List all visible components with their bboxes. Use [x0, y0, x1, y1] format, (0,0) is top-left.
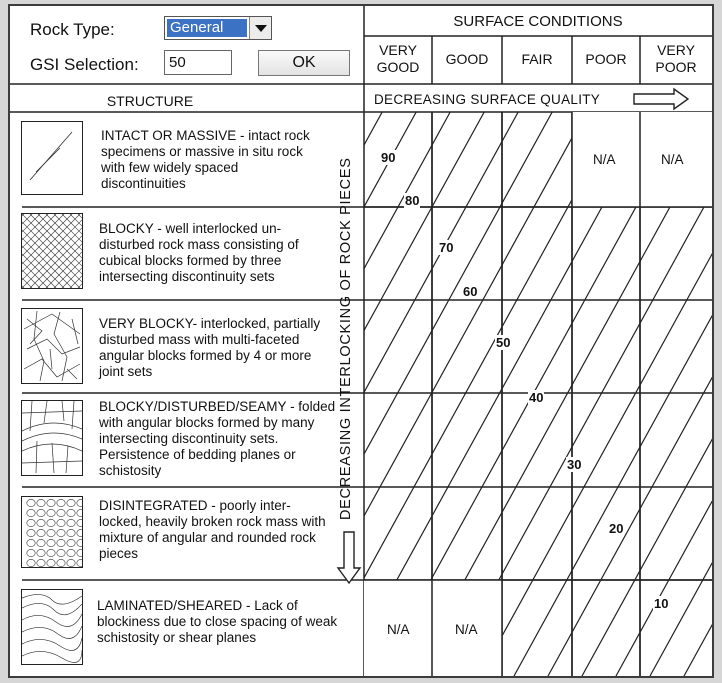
texture-pebble	[47, 499, 55, 506]
texture-pebble	[57, 529, 65, 536]
texture-pebble	[77, 559, 82, 566]
col-very-good: VERY GOOD	[376, 42, 420, 75]
blocky-rock-thumbnail	[21, 213, 83, 289]
na-label: N/A	[661, 152, 684, 167]
texture-line	[30, 214, 82, 288]
gsi-contour-label: 30	[567, 457, 582, 472]
gsi-selection-label: GSI Selection:	[30, 55, 139, 74]
rock-type-selected: General	[167, 19, 247, 37]
col-fair: FAIR	[521, 51, 553, 67]
right-arrow-icon	[634, 89, 688, 109]
rock-type-label: Rock Type:	[30, 20, 115, 39]
col-very-poor: VERY POOR	[655, 42, 697, 75]
very-blocky-rock-thumbnail	[21, 308, 83, 384]
na-cell-mask	[364, 580, 502, 676]
texture-line	[22, 214, 72, 288]
gsi-contour-label: 50	[496, 335, 511, 350]
texture-pebble	[47, 509, 55, 516]
texture-pebble	[27, 499, 35, 506]
disintegrated-thumbnail	[21, 496, 83, 568]
texture-pebble	[67, 519, 75, 526]
texture-pebble	[37, 519, 45, 526]
texture-line	[70, 214, 82, 288]
texture-pebble	[57, 559, 65, 566]
texture-pebble	[57, 499, 65, 506]
surface-conditions-title: SURFACE CONDITIONS	[453, 13, 623, 30]
texture-pebble	[37, 549, 45, 556]
texture-pebble	[77, 509, 82, 516]
intact-rock-thumbnail	[21, 121, 83, 195]
structure-row-laminated: LAMINATED/SHEARED - Lack of blockiness due to close spacing of weak schistosity or shear planes	[97, 598, 338, 645]
texture-pebble	[67, 549, 75, 556]
texture-pebble	[67, 559, 75, 566]
texture-line	[22, 214, 24, 288]
blocky-disturbed-thumbnail	[21, 400, 83, 476]
structure-row-intact: INTACT OR MASSIVE - intact rock specimens or massive in situ rock with few widely spaced discontinuities	[101, 128, 310, 191]
structure-row-disintegrated: DISINTEGRATED - poorly inter-locked, heavily broken rock mass with mixture of angular and rounded rock pieces	[99, 498, 326, 561]
structure-row-blocky: BLOCKY - well interlocked un-disturbed rock mass consisting of cubical blocks formed by three intersecting discontinuity sets	[99, 221, 299, 284]
texture-pebble	[77, 549, 82, 556]
texture-line	[30, 214, 82, 288]
texture-pebble	[67, 509, 75, 516]
col-good: GOOD	[445, 51, 489, 67]
texture-pebble	[37, 559, 45, 566]
texture-pebble	[77, 529, 82, 536]
texture-pebble	[57, 509, 65, 516]
texture-pebble	[47, 529, 55, 536]
texture-line	[54, 214, 82, 288]
texture-pebble	[67, 539, 75, 546]
gsi-contour-label: 40	[529, 390, 544, 405]
ok-button[interactable]: OK	[258, 50, 350, 76]
texture-pebble	[37, 509, 45, 516]
texture-line	[22, 214, 72, 288]
down-arrow-icon	[338, 532, 360, 583]
structure-row-blocky-disturbed: BLOCKY/DISTURBED/SEAMY - folded with angular blocks formed by many intersecting discontinuity sets. Persistence of bedding planes or schistosity	[99, 399, 336, 478]
texture-pebble	[37, 499, 45, 506]
texture-line	[70, 214, 82, 288]
col-poor: POOR	[585, 51, 627, 67]
texture-pebble	[67, 529, 75, 536]
texture-pebble	[57, 549, 65, 556]
texture-pebble	[37, 539, 45, 546]
gsi-contour-label: 20	[609, 521, 624, 536]
decreasing-interlocking-label: DECREASING INTERLOCKING OF ROCK PIECES	[338, 157, 354, 520]
texture-pebble	[67, 499, 75, 506]
decreasing-surface-quality: DECREASING SURFACE QUALITY	[374, 92, 601, 107]
texture-pebble	[77, 519, 82, 526]
gsi-contour-label: 70	[439, 240, 454, 255]
texture-pebble	[27, 509, 35, 516]
texture-pebble	[27, 559, 35, 566]
texture-pebble	[27, 529, 35, 536]
gsi-contour-label: 80	[405, 193, 420, 208]
texture-pebble	[47, 539, 55, 546]
texture-pebble	[37, 529, 45, 536]
na-label: N/A	[593, 152, 616, 167]
texture-pebble	[57, 519, 65, 526]
texture-pebble	[27, 519, 35, 526]
texture-pebble	[57, 539, 65, 546]
gsi-contour-label: 60	[463, 284, 478, 299]
texture-pebble	[47, 549, 55, 556]
texture-line	[22, 214, 24, 288]
structure-row-very-blocky: VERY BLOCKY- interlocked, partially disturbed mass with multi-faceted angular blocks formed by 4 or more joint sets	[99, 316, 321, 379]
texture-pebble	[77, 499, 82, 506]
texture-pebble	[27, 549, 35, 556]
structure-header: STRUCTURE	[106, 93, 194, 109]
laminated-thumbnail	[21, 589, 83, 665]
na-label: N/A	[387, 622, 410, 637]
texture-pebble	[47, 519, 55, 526]
texture-pebble	[27, 539, 35, 546]
gsi-contour-label: 10	[654, 596, 669, 611]
texture-pebble	[77, 539, 82, 546]
na-label: N/A	[455, 622, 478, 637]
texture-pebble	[47, 559, 55, 566]
texture-line	[54, 214, 82, 288]
gsi-contour-label: 90	[381, 150, 396, 165]
